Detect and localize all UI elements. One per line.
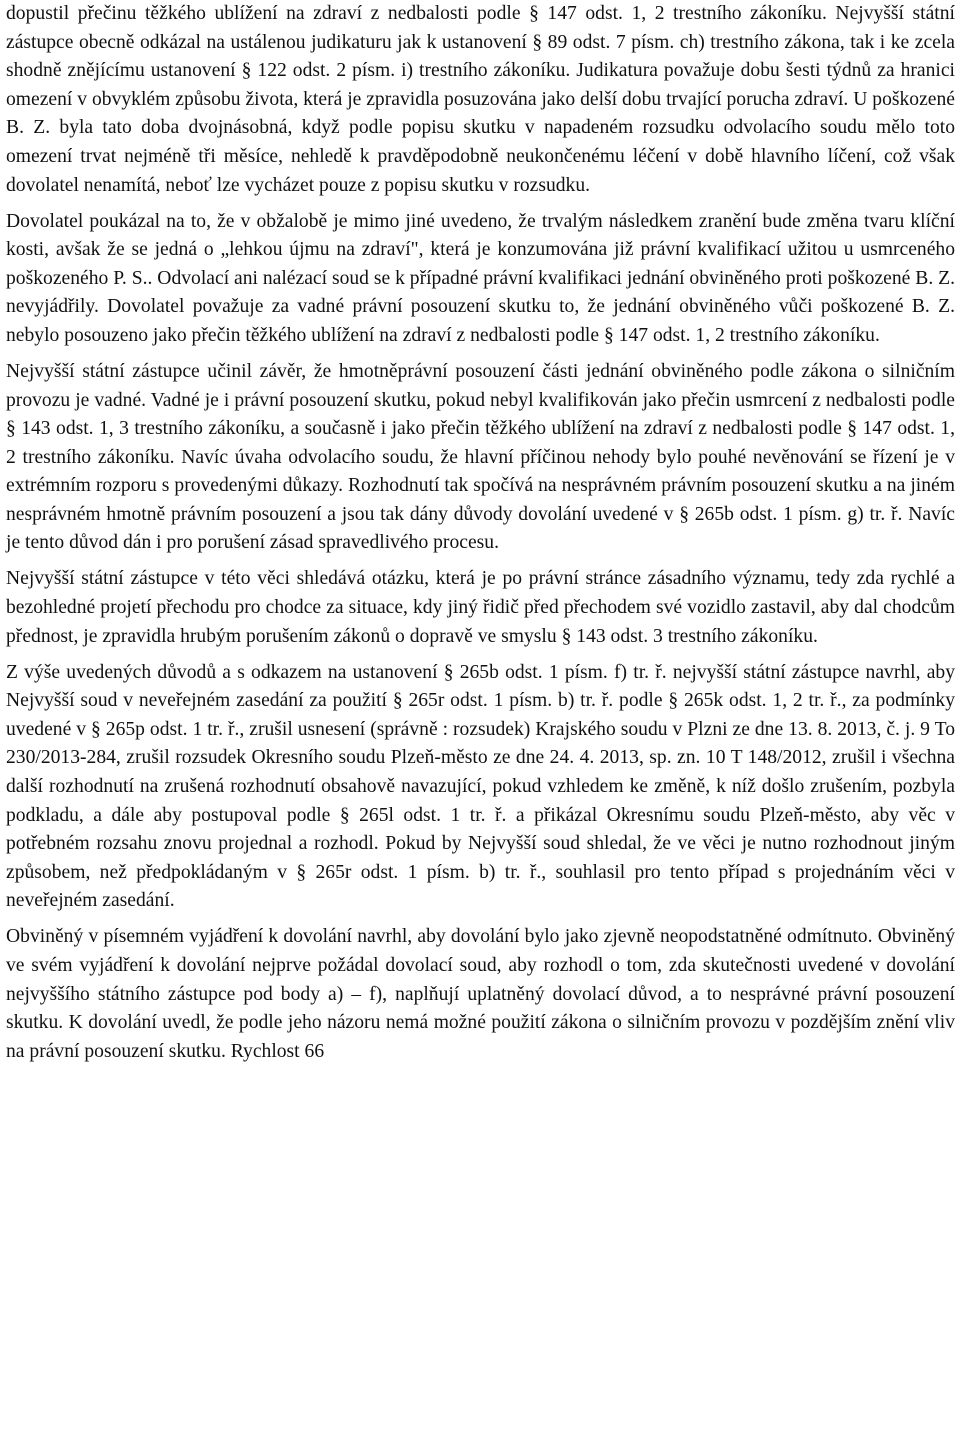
paragraph-gap <box>6 200 955 207</box>
document-page <box>6 0 955 1066</box>
paragraph-gap <box>6 351 955 358</box>
paragraph-2: Dovolatel poukázal na to, že v obžalobě je mimo jiné uvedeno, že trvalým následkem zranění bude změna tvaru klíční kosti, avšak že se jedná o „lehkou újmu na zdraví", která je konzumována již právní kvalifikací užitou u usmrceného poškozeného P. S.. Odvolací ani nalézací soud se k případné právní kvalifikaci jednání obviněného proti poškozené B. Z. nevyjádřily. Dovolatel považuje za vadné právní posouzení skutku to, že jednání obviněného vůči poškozené B. Z. nebylo posouzeno jako přečin těžkého ublížení na zdraví z nedbalosti podle § 147 odst. 1, 2 trestního zákoníku. <box>6 210 955 346</box>
paragraph-gap <box>6 916 955 923</box>
paragraph-5: Z výše uvedených důvodů a s odkazem na ustanovení § 265b odst. 1 písm. f) tr. ř. nejvyšší státní zástupce navrhl, aby Nejvyšší soud v neveřejném zasedání za použití § 265r odst. 1 písm. b) tr. ř. podle § 265k odst. 1, 2 tr. ř., za podmínky uvedené v § 265p odst. 1 tr. ř., zrušil usnesení (správně : rozsudek) Krajského soudu v Plzni ze dne 13. 8. 2013, č. j. 9 To 230/2013-284, zrušil rozsudek Okresního soudu Plzeň-město ze dne 24. 4. 2013, sp. zn. 10 T 148/2012, zrušil i všechna další rozhodnutí na zrušená rozhodnutí obsahově navazující, pokud vzhledem ke změně, k níž došlo zrušením, pozbyla podkladu, a dále aby postupoval podle § 265l odst. 1 tr. ř. a přikázal Okresnímu soudu Plzeň-město, aby věc v potřebném rozsahu znovu projednal a rozhodl. Pokud by Nejvyšší soud shledal, že ve věci je nutno rozhodnout jiným způsobem, než předpokládaným v § 265r odst. 1 písm. b) tr. ř., souhlasil pro tento případ s projednáním věci v neveřejném zasedání. <box>6 661 955 912</box>
paragraph-gap <box>6 558 955 565</box>
paragraph-3: Nejvyšší státní zástupce učinil závěr, že hmotněprávní posouzení části jednání obviněného podle zákona o silničním provozu je vadné. Vadné je i právní posouzení skutku, pokud nebyl kvalifikován jako přečin usmrcení z nedbalosti podle § 143 odst. 1, 3 trestního zákoníku, a současně i jako přečin těžkého ublížení na zdraví z nedbalosti podle § 147 odst. 1, 2 trestního zákoníku. Navíc úvaha odvolacího soudu, že hlavní příčinou nehody bylo pouhé nevěnování se řízení je v extrémním rozporu s provedenými důkazy. Rozhodnutí tak spočívá na nesprávném právním posouzení skutku a na jiném nesprávném hmotně právním posouzení a jsou tak dány důvody dovolání uvedené v § 265b odst. 1 písm. g) tr. ř. Navíc je tento důvod dán i pro porušení zásad spravedlivého procesu. <box>6 360 955 554</box>
paragraph-6: Obviněný v písemném vyjádření k dovolání navrhl, aby dovolání bylo jako zjevně neopodstatněné odmítnuto. Obviněný ve svém vyjádření k dovolání nejprve požádal dovolací soud, aby rozhodl o tom, zda skutečnosti uvedené v dovolání nejvyššího státního zástupce pod body a) – f), naplňují uplatněný dovolací důvod, a to nesprávné právní posouzení skutku. K dovolání uvedl, že podle jeho názoru nemá možné použití zákona o silničním provozu v pozdějším znění vliv na právní posouzení skutku. Rychlost 66 <box>6 926 955 1062</box>
paragraph-1: dopustil přečinu těžkého ublížení na zdraví z nedbalosti podle § 147 odst. 1, 2 trestního zákoníku. Nejvyšší státní zástupce obecně odkázal na ustálenou judikaturu jak k ustanovení § 89 odst. 7 písm. ch) trestního zákona, tak i ke zcela shodně znějícímu ustanovení § 122 odst. 2 písm. i) trestního zákoníku. Judikatura považuje dobu šesti týdnů za hranici omezení v obvyklém způsobu života, která je zpravidla posuzována jako delší dobu trvající porucha zdraví. U poškozené B. Z. byla tato doba dvojnásobná, když podle popisu skutku v napadeném rozsudku odvolacího soudu mělo toto omezení trvat nejméně tři měsíce, nehledě k pravděpodobně neukončenému léčení v době hlavního líčení, což však dovolatel nenamítá, neboť lze vycházet pouze z popisu skutku v rozsudku. <box>6 3 955 196</box>
paragraph-gap <box>6 651 955 658</box>
paragraph-4: Nejvyšší státní zástupce v této věci shledává otázku, která je po právní stránce zásadního významu, tedy zda rychlé a bezohledné projetí přechodu pro chodce za situace, kdy jiný řidič před přechodem své vozidlo zastavil, aby dal chodcům přednost, je zpravidla hrubým porušením zákonů o dopravě ve smyslu § 143 odst. 3 trestního zákoníku. <box>6 568 955 647</box>
